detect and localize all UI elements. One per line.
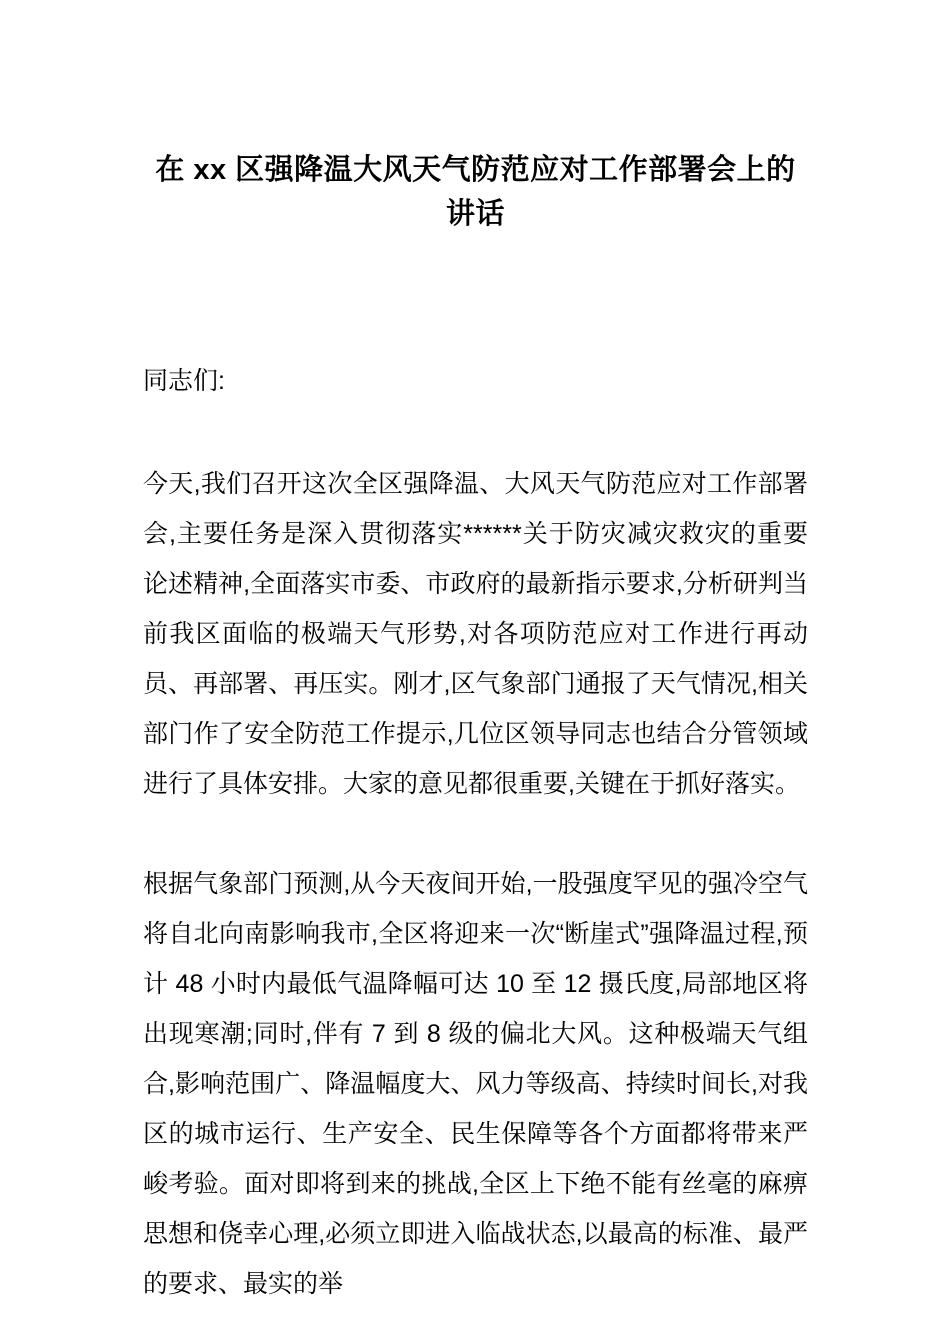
document-body — [0, 148, 950, 1309]
paragraph: 今天,我们召开这次全区强降温、大风天气防范应对工作部署会,主要任务是深入贯彻落实******关于防灾减灾救灾的重要论述精神,全面落实市委、市政府的最新指示要求,分析研判当前我区面临的极端天气形势,对各项防范应对工作进行再动员、再部署、再压实。刚才,区气象部门通报了天气情况,相关部门作了安全防范工作提示,几位区领导同志也结合分管领域进行了具体安排。大家的意见都很重要,关键在于抓好落实。 — [143, 470, 808, 798]
paragraph: 根据气象部门预测,从今天夜间开始,一股强度罕见的强冷空气将自北向南影响我市,全区将迎来一次“断崖式”强降温过程,预计 48 小时内最低气温降幅可达 10 至 12 摄氏度,局部地区将出现寒潮;同时,伴有 7 到 8 级的偏北大风。这种极端天气组合,影响范围广、降温幅度大、风力等级高、持续时间长,对我区的城市运行、生产安全、民生保障等各个方面都将带来严峻考验。面对即将到来的挑战,全区上下绝不能有丝毫的麻痹思想和侥幸心理,必须立即进入临战状态,以最高的标准、最严的要求、最实的举 — [143, 870, 808, 1298]
document-title: 在 xx 区强降温大风天气防范应对工作部署会上的讲话 — [155, 154, 796, 230]
salutation: 同志们: — [143, 367, 225, 395]
